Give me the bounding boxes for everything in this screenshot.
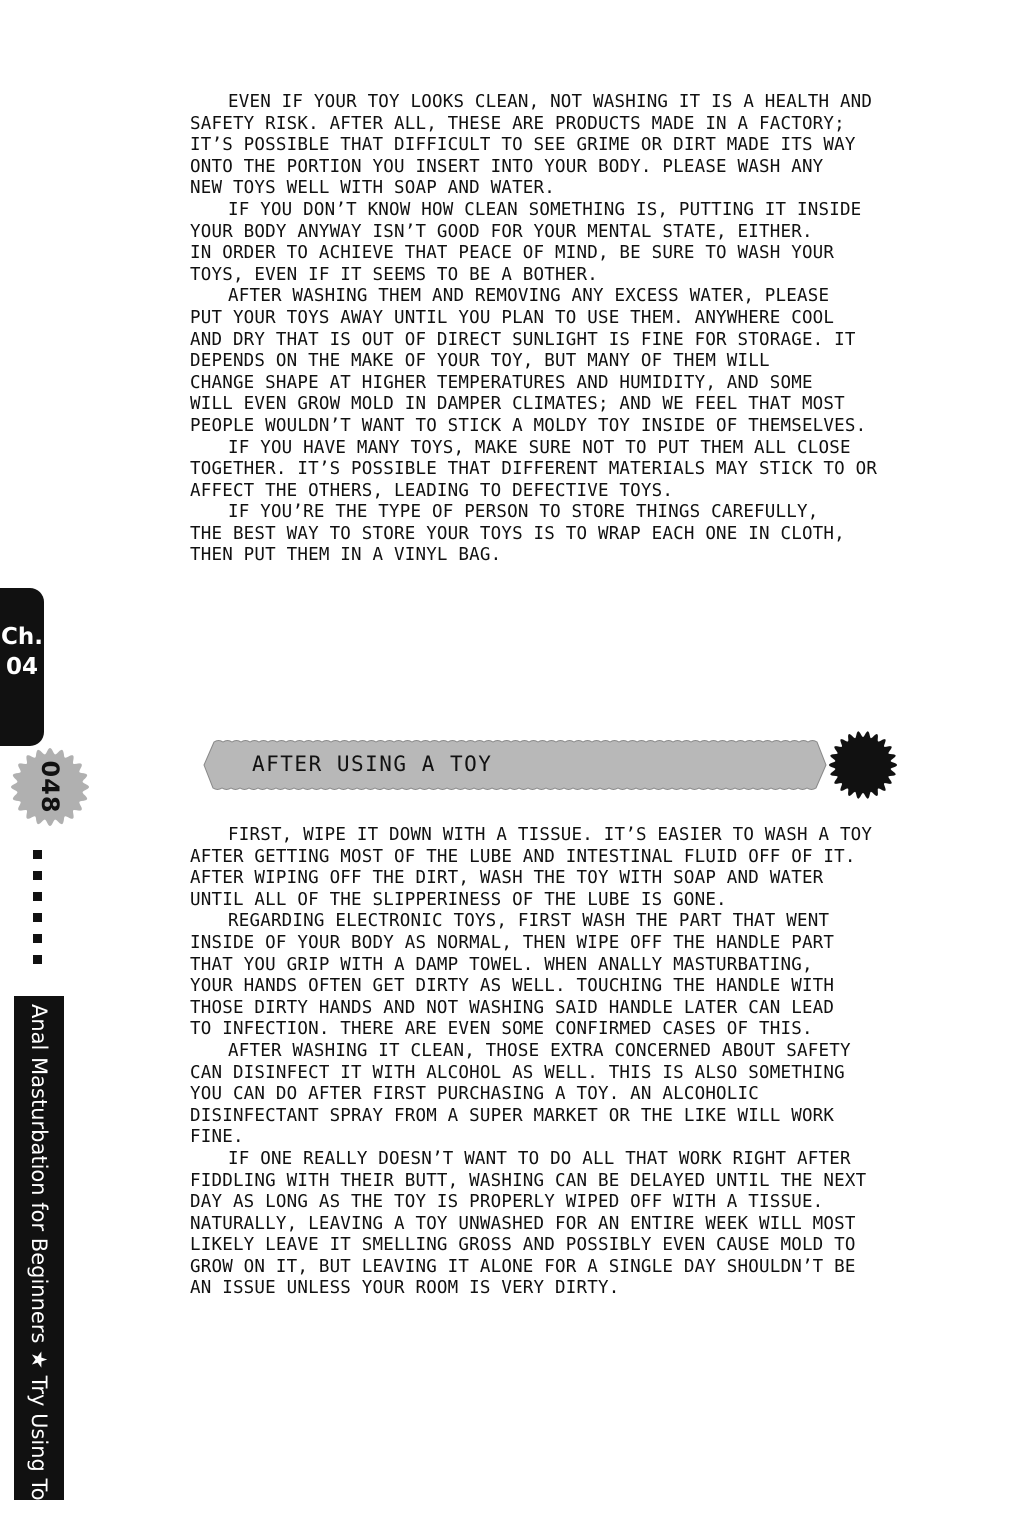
text-line: REGARDING ELECTRONIC TOYS, FIRST WASH THE PART THAT WENT [228, 911, 830, 932]
text-line: EVEN IF YOUR TOY LOOKS CLEAN, NOT WASHING IT IS A HEALTH AND [228, 92, 873, 112]
text-line: THAT YOU GRIP WITH A DAMP TOWEL. WHEN ANALLY MASTURBATING, [190, 954, 813, 975]
text-line: FIDDLING WITH THEIR BUTT, WASHING CAN BE DELAYED UNTIL THE NEXT [190, 1170, 867, 1191]
square-dot-icon [33, 850, 42, 859]
text-line: SAFETY RISK. AFTER ALL, THESE ARE PRODUCTS MADE IN A FACTORY; [190, 113, 845, 134]
text-line: FIRST, WIPE IT DOWN WITH A TISSUE. IT’S EASIER TO WASH A TOY [228, 825, 873, 845]
text-line: THE BEST WAY TO STORE YOUR TOYS IS TO WRAP EACH ONE IN CLOTH, [190, 523, 845, 544]
text-line: TOGETHER. IT’S POSSIBLE THAT DIFFERENT MATERIALS MAY STICK TO OR [190, 459, 878, 480]
chapter-label: Ch. [1, 624, 43, 650]
text-line: NATURALLY, LEAVING A TOY UNWASHED FOR AN ENTIRE WEEK WILL MOST [190, 1213, 856, 1234]
dot-divider [33, 850, 43, 976]
text-line: IF ONE REALLY DOESN’T WANT TO DO ALL THAT WORK RIGHT AFTER [228, 1148, 851, 1169]
text-line: DEPENDS ON THE MAKE OF YOUR TOY, BUT MANY OF THEM WILL [190, 351, 770, 372]
chapter-number: 04 [5, 654, 38, 680]
text-line: INSIDE OF YOUR BODY AS NORMAL, THEN WIPE OFF THE HANDLE PART [190, 932, 835, 953]
text-line: YOU CAN DO AFTER FIRST PURCHASING A TOY. AN ALCOHOLIC [190, 1084, 760, 1105]
text-line: TO INFECTION. THERE ARE EVEN SOME CONFIRMED CASES OF THIS. [190, 1019, 813, 1040]
text-line: CAN DISINFECT IT WITH ALCOHOL AS WELL. THIS IS ALSO SOMETHING [190, 1062, 845, 1083]
square-dot-icon [33, 871, 42, 880]
body-text-storage [190, 92, 925, 567]
text-line: YOUR HANDS OFTEN GET DIRTY AS WELL. TOUCHING THE HANDLE WITH [190, 976, 835, 997]
square-dot-icon [33, 913, 42, 922]
square-dot-icon [33, 934, 42, 943]
running-title: Anal Masturbation for Beginners ★ Try Using Toys [27, 1004, 51, 1524]
text-line: DISINFECTANT SPRAY FROM A SUPER MARKET OR THE LIKE WILL WORK [190, 1105, 835, 1126]
square-dot-icon [33, 955, 42, 964]
text-line: CHANGE SHAPE AT HIGHER TEMPERATURES AND HUMIDITY, AND SOME [190, 372, 813, 393]
text-line: IF YOU’RE THE TYPE OF PERSON TO STORE THINGS CAREFULLY, [228, 502, 819, 523]
text-line: IF YOU DON’T KNOW HOW CLEAN SOMETHING IS, PUTTING IT INSIDE [228, 199, 862, 220]
text-line: ONTO THE PORTION YOU INSERT INTO YOUR BODY. PLEASE WASH ANY [190, 156, 824, 177]
text-line: TOYS, EVEN IF IT SEEMS TO BE A BOTHER. [190, 264, 598, 285]
text-line: UNTIL ALL OF THE SLIPPERINESS OF THE LUBE IS GONE. [190, 889, 727, 910]
text-line: GROW ON IT, BUT LEAVING IT ALONE FOR A SINGLE DAY SHOULDN’T BE [190, 1256, 856, 1277]
text-line: IN ORDER TO ACHIEVE THAT PEACE OF MIND, BE SURE TO WASH YOUR [190, 243, 835, 264]
section-banner [200, 734, 830, 796]
text-line: AFTER WASHING IT CLEAN, THOSE EXTRA CONCERNED ABOUT SAFETY [228, 1040, 851, 1061]
page-number: 048 [36, 760, 64, 814]
text-line: IF YOU HAVE MANY TOYS, MAKE SURE NOT TO PUT THEM ALL CLOSE [228, 437, 851, 458]
black-seal-icon [828, 730, 898, 800]
section-heading: AFTER USING A TOY [252, 752, 493, 776]
running-title-bar [14, 996, 64, 1524]
page-number-badge [10, 742, 90, 832]
text-line: WILL EVEN GROW MOLD IN DAMPER CLIMATES; AND WE FEEL THAT MOST [190, 394, 845, 415]
text-line: PEOPLE WOULDN’T WANT TO STICK A MOLDY TOY INSIDE OF THEMSELVES. [190, 415, 867, 436]
text-line: NEW TOYS WELL WITH SOAP AND WATER. [190, 178, 556, 199]
text-line: DAY AS LONG AS THE TOY IS PROPERLY WIPED OFF WITH A TISSUE. [190, 1192, 824, 1213]
text-line: THOSE DIRTY HANDS AND NOT WASHING SAID HANDLE LATER CAN LEAD [190, 997, 835, 1018]
text-line: FINE. [190, 1127, 244, 1148]
text-line: AFTER WASHING THEM AND REMOVING ANY EXCESS WATER, PLEASE [228, 286, 830, 307]
text-line: THEN PUT THEM IN A VINYL BAG. [190, 545, 502, 566]
text-line: AN ISSUE UNLESS YOUR ROOM IS VERY DIRTY. [190, 1278, 620, 1299]
text-line: IT’S POSSIBLE THAT DIFFICULT TO SEE GRIME OR DIRT MADE ITS WAY [190, 135, 856, 156]
text-line: AFTER GETTING MOST OF THE LUBE AND INTESTINAL FLUID OFF OF IT. [190, 846, 856, 867]
body-text-after-use [190, 825, 925, 1300]
text-line: AND DRY THAT IS OUT OF DIRECT SUNLIGHT IS FINE FOR STORAGE. IT [190, 329, 856, 350]
chapter-tab [0, 588, 44, 746]
square-dot-icon [33, 892, 42, 901]
text-line: YOUR BODY ANYWAY ISN’T GOOD FOR YOUR MENTAL STATE, EITHER. [190, 221, 813, 242]
text-line: LIKELY LEAVE IT SMELLING GROSS AND POSSIBLY EVEN CAUSE MOLD TO [190, 1235, 856, 1256]
text-line: AFFECT THE OTHERS, LEADING TO DEFECTIVE TOYS. [190, 480, 674, 501]
text-line: AFTER WIPING OFF THE DIRT, WASH THE TOY WITH SOAP AND WATER [190, 868, 824, 889]
text-line: PUT YOUR TOYS AWAY UNTIL YOU PLAN TO USE THEM. ANYWHERE COOL [190, 307, 835, 328]
